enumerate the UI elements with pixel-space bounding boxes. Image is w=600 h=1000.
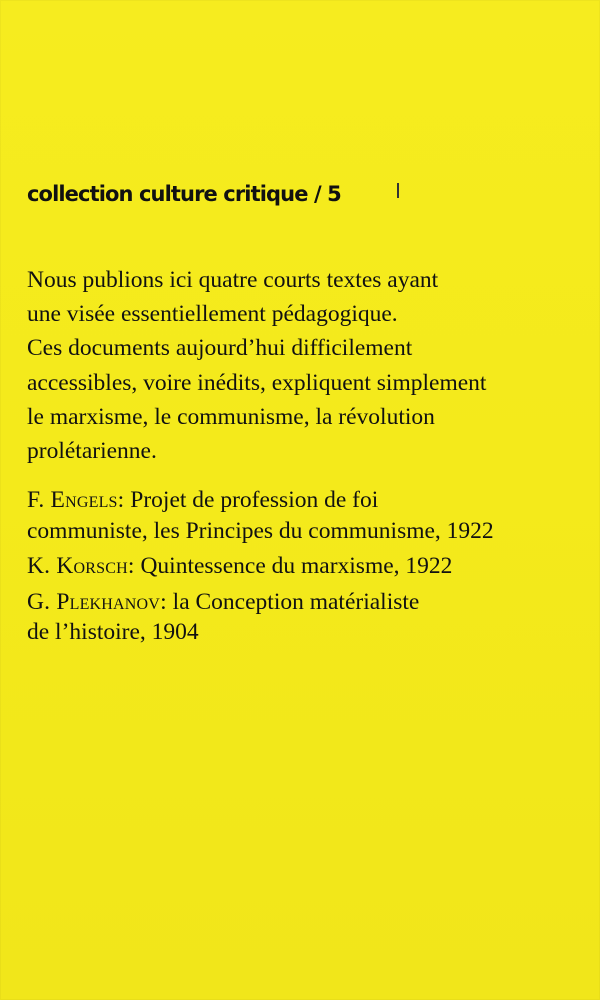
work-entry-engels xyxy=(27,485,587,546)
series-title: collection culture critique / 5 xyxy=(27,182,341,206)
works-list xyxy=(27,485,587,653)
intro-paragraph: Nous publions ici quatre courts textes ayant une visée essentiellement pédagogique. Ces documents aujourd’hui difficilement accessibles, voire inédits, expliquent simplement le marxisme, le communisme, la révolution prolétarienne. xyxy=(27,267,487,465)
work-entry-korsch xyxy=(27,551,587,582)
work-title: Quintessence du marxisme, 1922 xyxy=(140,553,453,579)
work-title: la Conception matérialiste de l’histoire, 1904 xyxy=(27,588,420,645)
work-title: Projet de profession de foi communiste, les Principes du communisme, 1922 xyxy=(27,487,494,544)
work-author: G. Plekhanov: xyxy=(27,588,167,615)
work-author: F. Engels: xyxy=(27,487,125,513)
work-author: K. Korsch: xyxy=(27,553,135,579)
vertical-ink-mark xyxy=(397,183,399,198)
work-entry-plekhanov xyxy=(27,587,587,648)
